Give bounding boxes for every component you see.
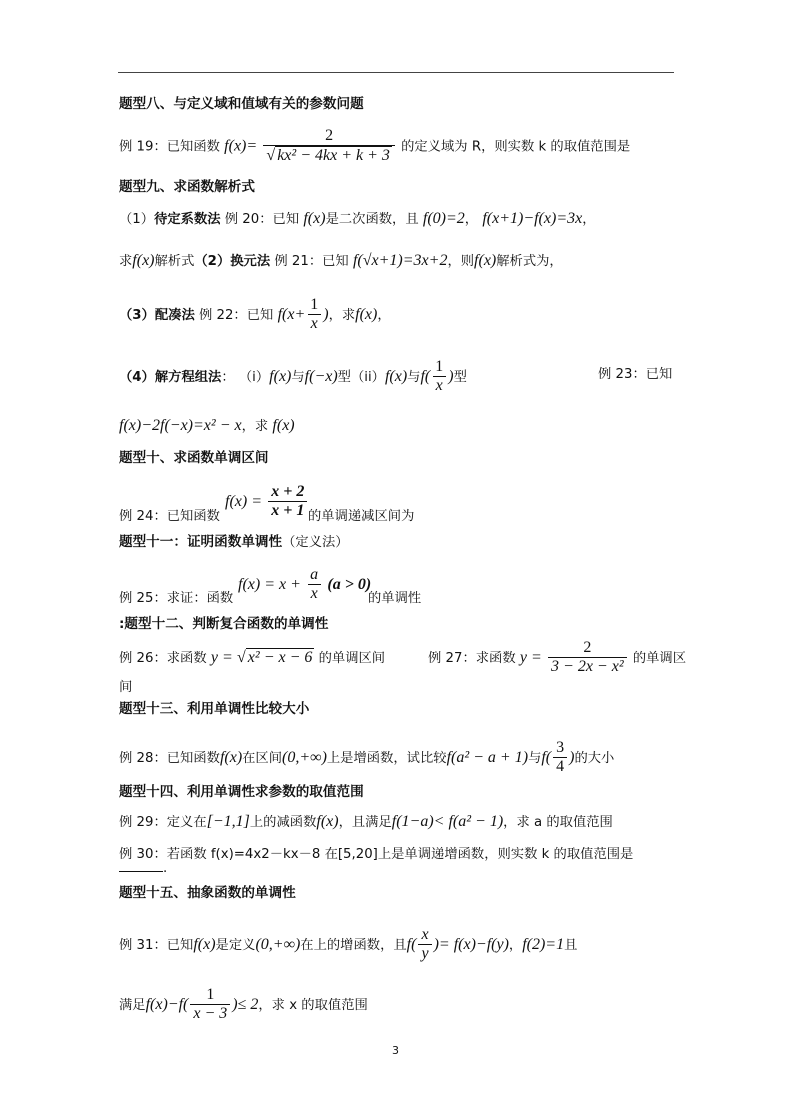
method-3-name: 配凑法	[154, 308, 195, 324]
ex23-fraction: $\frac{1}{x}$	[432, 359, 446, 395]
ex23-label: 例 23：已知	[598, 367, 673, 382]
example-28: 例 28：已知函数f(x)在区间(0,+∞)上是增函数，试比较f(a² − a + 1)与f( $\frac{3}{4}$ )的大小	[119, 739, 615, 775]
example-29: 例 29：定义在[−1,1]上的减函数f(x)，且满足f(1−a)< f(a² − 1)，求 a 的取值范围	[119, 813, 613, 830]
example-30: 例 30：若函数 f(x)=4x2－kx－8 在[5,20]上是单调递增函数，则实数 k 的取值范围是	[119, 847, 634, 862]
ex24-label: 例 24：已知函数	[119, 509, 220, 524]
ex31-condition: 满足f(x)−f( $\frac{1}{x - 3}$ )≤ 2，求 x 的取值范围	[119, 986, 368, 1022]
example-27: 例 27：求函数 y = $\frac{2}{\text{3 − 2x − x²}}$ 的单调区	[428, 639, 687, 675]
method-2-line: 求f(x)解析式（2）换元法 例 21：已知 f(√x+1)=3x+2，则f(x)解析式为，	[119, 252, 563, 269]
heading-type-15: 题型十五、抽象函数的单调性	[119, 885, 296, 901]
ex27-wrap: 间	[119, 680, 133, 695]
ex30-answer-blank: .	[119, 862, 167, 875]
method-1-line: （1）待定系数法 例 20：已知 f(x)是二次函数，且 f(0)=2， f(x+1)−f(x)=3x，	[119, 210, 596, 227]
ex19-label: 例 19：已知函数	[119, 139, 220, 155]
heading-type-10: 题型十、求函数单调区间	[119, 450, 269, 466]
ex19-func: f(x)=	[224, 137, 258, 155]
method-4-name: 解方程组法	[154, 370, 222, 386]
ex25-formula: f(x) = x + $\frac{a}{x}$ (a > 0)	[238, 566, 372, 602]
example-19	[119, 128, 630, 165]
heading-type-13: 题型十三、利用单调性比较大小	[119, 701, 310, 717]
heading-type-9: 题型九、求函数解析式	[119, 179, 255, 195]
heading-type-12: :题型十二、判断复合函数的单调性	[119, 616, 329, 632]
ex19-fraction: $\frac{2}{\text{√ kx² − 4kx + k + 3}}$	[263, 128, 394, 165]
method-3-line: （3）配凑法 例 22：已知 f(x+ $\frac{1}{x}$ )，求f(x)，	[119, 296, 391, 332]
page-number: 3	[392, 1044, 399, 1057]
ex24-formula: f(x) = $\frac{x + 2}{x + 1}$	[225, 484, 309, 520]
example-26: 例 26：求函数 y = √ x² − x − 6 的单调区间	[119, 649, 386, 666]
header-rule	[118, 72, 674, 73]
method-1-name: 待定系数法	[154, 212, 221, 227]
ex25-label: 例 25：求证：函数	[119, 591, 234, 606]
ex25-tail: 的单调性	[368, 591, 422, 606]
ex24-tail: 的单调递减区间为	[308, 509, 415, 524]
ex23-equation: f(x)−2f(−x)=x² − x，求 f(x)	[119, 417, 295, 434]
heading-type-14: 题型十四、利用单调性求参数的取值范围	[119, 784, 364, 800]
example-31: 例 31：已知f(x)是定义(0,+∞)在上的增函数，且f( $\frac{x}{y}$ )= f(x)−f(y)，f(2)=1且	[119, 926, 578, 962]
ex22-fraction: $\frac{1}{x}$	[307, 297, 321, 333]
heading-type-8: 题型八、与定义域和值域有关的参数问题	[119, 96, 364, 112]
ex19-tail: 的定义域为 R，则实数 k 的取值范围是	[401, 139, 631, 155]
method-2-name: 换元法	[230, 254, 271, 269]
method-4-line: （4）解方程组法： （i）f(x)与f(−x)型（ii）f(x)与f( $\frac{1}{x}$ )型	[119, 358, 467, 394]
heading-type-11: 题型十一：证明函数单调性（定义法）	[119, 534, 349, 550]
